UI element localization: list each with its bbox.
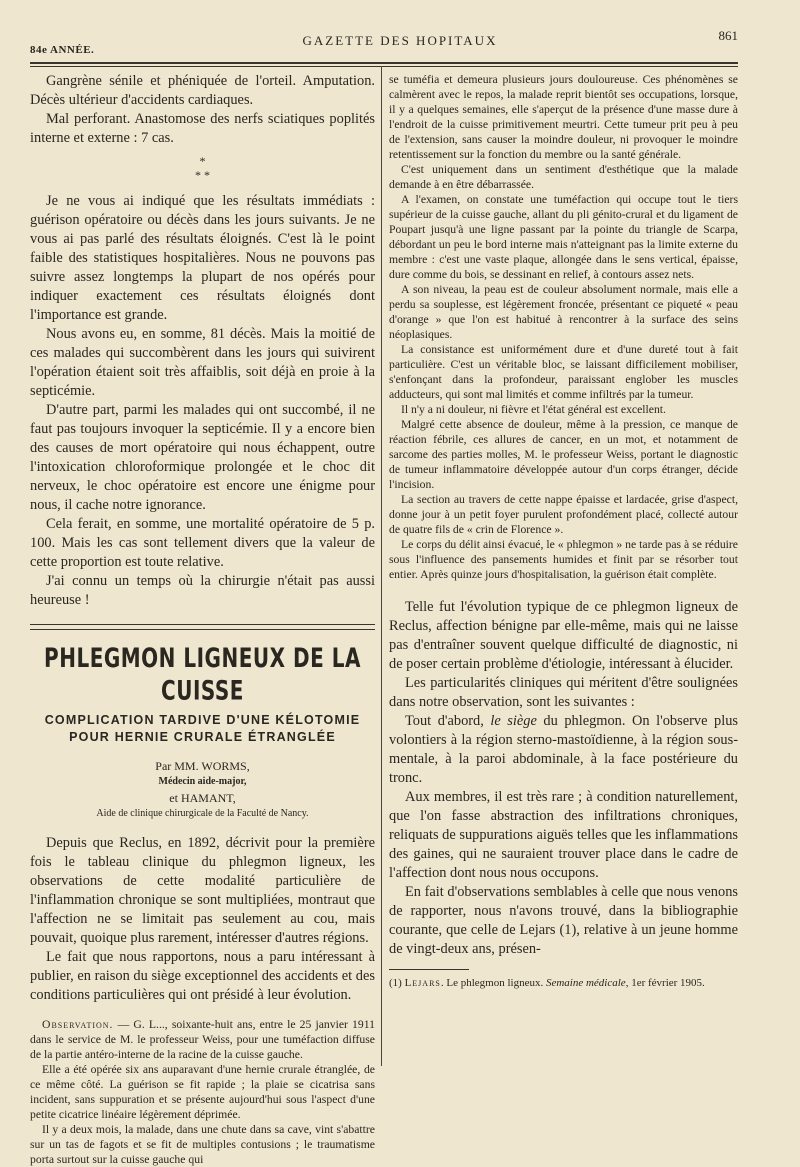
paragraph: La section au travers de cette nappe épaisse et lardacée, grise d'aspect, donne jour à un petit foyer purulent profondément placé, collecté autour de quatre fils de « crin de Florence ». <box>389 493 738 536</box>
byline-author-1: Par MM. WORMS, <box>155 759 250 773</box>
paragraph: Cela ferait, en somme, une mortalité opératoire de 5 p. 100. Mais les cas sont tellement divers que la valeur de cette proportion est toute relative. <box>30 516 375 570</box>
case-item: Mal perforant. Anastomose des nerfs sciatiques poplités interne et externe : 7 cas. <box>30 111 375 146</box>
paragraph: Nous avons eu, en somme, 81 décès. Mais la moitié de ces malades qui succombèrent dans les jours qui suivirent l'opération étaient soit très affaiblis, soit déjà en proie à la septicémie. <box>30 326 375 399</box>
header-title: GAZETTE DES HOPITAUX <box>302 33 498 48</box>
footnote-rule <box>389 969 469 970</box>
observation <box>30 1017 375 1167</box>
paragraph: Telle fut l'évolution typique de ce phlegmon ligneux de Reclus, affection bénigne par elle-même, mais qui ne laisse pas d'entraîner souvent quelque difficulté de diagnostic, ni de poser certain problème d'étiologie, intéressant à élucider. <box>389 599 738 672</box>
paragraph: Je ne vous ai indiqué que les résultats immédiats : guérison opératoire ou décès dans les jours suivants. Je ne vous ai pas parlé des résultats éloignés. C'est là le point faible des statistiques hospitalières. Nous ne pouvons pas suivre assez longtemps la plupart de nos opérés pour indiquer exactement ces résultats éloignés dont l'importance est grande. <box>30 193 375 323</box>
discussion-text <box>389 598 738 959</box>
lecture-text <box>30 192 375 610</box>
siege-intro: Tout d'abord, <box>405 713 491 729</box>
footnote-number: (1) <box>389 977 405 989</box>
section-ornament: * * * <box>195 154 210 182</box>
paragraph: Le fait que nous rapportons, nous a paru intéressant à publier, en raison du siège exceptionnel des accidents et des conditions particulières qui ont présidé à leur évolution. <box>30 949 375 1003</box>
paragraph: D'autre part, parmi les malades qui ont succombé, il ne faut pas toujours invoquer la septicémie. Il y a encore bien des causes de mort opératoire qui nous échappent, outre l'intoxication chloroformique prolongée et le choc dit nerveux, le choc opératoire est encore une énigme pour nous, il cache notre ignorance. <box>30 402 375 513</box>
page-number: 861 <box>718 28 738 43</box>
paragraph: Le corps du délit ainsi évacué, le « phlegmon » ne tarde pas à se réduire sous l'influence des pansements humides et finit par se résorber tout entier. Après quinze jours d'hospitalisation, la guérison était complète. <box>389 538 738 581</box>
footnote <box>389 976 738 990</box>
column-divider <box>381 66 382 1066</box>
observation-continued <box>389 72 738 582</box>
header-rule-thin <box>30 66 738 67</box>
right-column <box>389 72 738 990</box>
article-subtitle-line-1: COMPLICATION TARDIVE D'UNE KÉLOTOMIE <box>44 713 361 727</box>
paragraph: J'ai connu un temps où la chirurgie n'était pas aussi heureuse ! <box>30 573 375 608</box>
paragraph <box>389 712 738 788</box>
byline-author-2: et HAMANT, <box>169 791 236 805</box>
byline-role-1: Médecin aide-major, <box>158 776 247 787</box>
footnote-title: . Le phlegmon ligneux. <box>440 977 546 989</box>
byline-role-2: Aide de clinique chirurgicale de la Faculté de Nancy. <box>96 808 309 819</box>
article-intro <box>30 834 375 1005</box>
byline <box>30 758 375 822</box>
paragraph: La consistance est uniformément dure et d'une dureté tout à fait particulière. C'est un véritable bloc, se laissant difficilement mobiliser, s'enfonçant dans la profondeur, paraissant englober les muscles adducteurs, qui sont mal limités et comme infiltrés par la tumeur. <box>389 343 738 401</box>
paragraph: Depuis que Reclus, en 1892, décrivit pour la première fois le tableau clinique du phlegmon ligneux, les observations de cette modalité particulière de l'inflammation chronique se sont multipliées, montraut que l'affection ne se limitait pas seulement au cou, mais pouvait, quoique plus rarement, intéresser d'autres régions. <box>30 835 375 946</box>
observation-text: — G. L..., soixante-huit ans, entre le 25 janvier 1911 dans le service de M. le professeur Weiss, pour une tuméfaction diffuse de la partie antéro-interne de la racine de la cuisse gauche. <box>30 1018 375 1061</box>
left-column <box>30 72 375 1167</box>
siege-text: du phlegmon. On l'observe plus volontiers à la région sterno-mastoïdienne, à la région sous-mentale, à la paroi abdominale, à la face postérieure du tronc. <box>389 713 738 786</box>
footnote-date: , 1er février 1905. <box>625 977 705 989</box>
article-separator <box>30 624 375 630</box>
footnote-journal: Semaine médicale <box>545 977 626 989</box>
paragraph: se tuméfia et demeura plusieurs jours douloureuse. Ces phénomènes se calmèrent avec le repos, la malade reprit bientôt ses occupations, lorsque, il y a quelques semaines, elle s'aperçut de la présence d'une masse dure à l'endroit de la cuisse primitivement meurtri. Cette tumeur prit peu à peu de l'extension, sans causer la moindre douleur, ni provoquer le moindre retentissement sur la fonction du membre ou la santé générale. <box>389 73 738 161</box>
paragraph: Aux membres, il est très rare ; à condition naturellement, que l'on fasse abstraction des infiltrations chroniques, reliquats de suppurations aiguës telles que les inflammations des gaines, qui ne sauraient trouver place dans le cadre de l'affection dont nous nous occupons. <box>389 789 738 881</box>
paragraph: C'est uniquement dans un sentiment d'esthétique que la malade demande à en être débarrassée. <box>389 163 738 191</box>
article-subtitle-line-2: POUR HERNIE CRURALE ÉTRANGLÉE <box>69 730 336 744</box>
footnote-author: Lejars <box>404 977 441 989</box>
header-year: 84e ANNÉE. <box>30 44 95 56</box>
article-title: PHLEGMON LIGNEUX DE LA CUISSE <box>44 641 361 707</box>
header-rule-thick <box>30 62 738 64</box>
paragraph: A l'examen, on constate une tuméfaction qui occupe tout le tiers supérieur de la cuisse gauche, allant du pli génito-crural et du ligament de Poupart jusqu'à une ligne passant par la pointe du triangle de Scarpa, débordant un peu le bord interne mais n'atteignant pas la limite externe du membre : c'est une vaste plaque, allongée dans le sens vertical, épaisse, dure comme du bois, se dessinant en relief, à contours assez nets. <box>389 193 738 281</box>
siege-emphasis: le siège <box>490 713 537 729</box>
paragraph: Malgré cette absence de douleur, même à la pression, ce manque de réaction fébrile, ces allures de cancer, en un mot, et notamment de sarcome des parties molles, M. le professeur Weiss, portant le diagnostic de tumeur inflammatoire développée autour d'un corps étranger, décide l'incision. <box>389 418 738 491</box>
paragraph: A son niveau, la peau est de couleur absolument normale, mais elle a perdu sa souplesse, est légèrement froncée, présentant ce piqueté « peau d'orange » que l'on est habitué à rencontrer à la surface des seins néoplasiques. <box>389 283 738 341</box>
case-item: Gangrène sénile et phéniquée de l'orteil. Amputation. Décès ultérieur d'accidents cardiaques. <box>30 73 375 108</box>
paragraph: Il n'y a ni douleur, ni fièvre et l'état général est excellent. <box>401 403 666 416</box>
paragraph: Il y a deux mois, la malade, dans une chute dans sa cave, vint s'abattre sur un tas de fagots et se fit de multiples contusions ; le traumatisme porta surtout sur la cuisse gauche qui <box>30 1123 375 1166</box>
observation-label: Observation. <box>42 1018 114 1031</box>
paragraph: Les particularités cliniques qui méritent d'être soulignées dans notre observation, sont les suivantes : <box>389 675 738 710</box>
case-list <box>30 72 375 148</box>
paragraph: Elle a été opérée six ans auparavant d'une hernie crurale étranglée, de ce même côté. La guérison se fit rapide ; la plaie se cicatrisa sans incident, sans suppuration et se présente aujourd'hui sous l'aspect d'une petite cicatrice linéaire légèrement déprimée. <box>30 1063 375 1121</box>
paragraph: En fait d'observations semblables à celle que nous venons de rapporter, nous n'avons trouvé, dans la bibliographie courante, que celle de Lejars (1), relative à un jeune homme de vingt-deux ans, présen- <box>389 884 738 957</box>
observation-paragraph <box>30 1017 375 1062</box>
